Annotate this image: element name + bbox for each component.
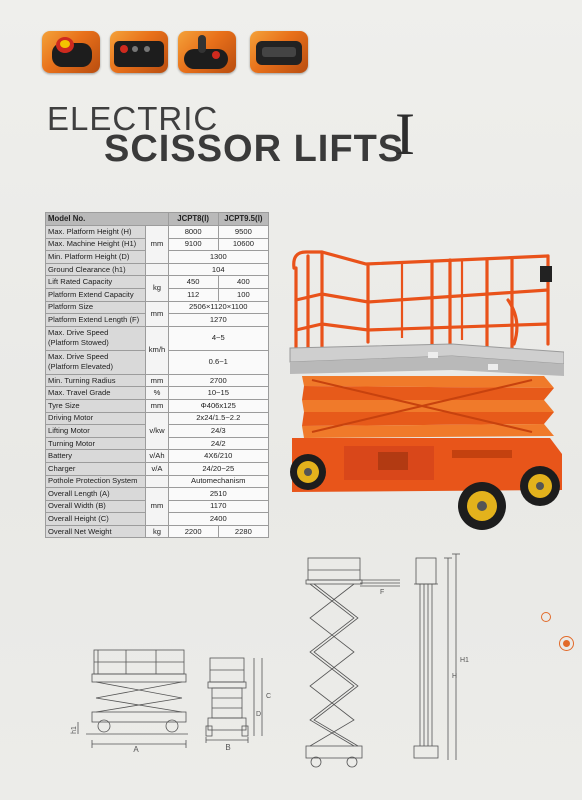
dimension-label-C: C xyxy=(266,693,272,700)
row-value: 10600 xyxy=(218,238,268,251)
row-value: 8000 xyxy=(168,226,218,239)
technical-drawing-extended-view xyxy=(296,550,476,772)
scissor-stack xyxy=(302,376,554,438)
unit-cell: v/kw xyxy=(146,412,168,450)
table-row xyxy=(46,374,269,387)
table-row xyxy=(46,488,269,501)
table-row xyxy=(46,276,269,289)
row-value: 2200 xyxy=(168,525,218,538)
warning-label xyxy=(488,364,498,370)
row-value: Φ406x125 xyxy=(168,399,268,412)
scissor-lift-photo xyxy=(282,240,564,540)
table-row xyxy=(46,399,269,412)
row-label: Platform Size xyxy=(46,301,146,314)
row-value: 2400 xyxy=(168,513,268,526)
table-row xyxy=(46,412,269,425)
row-label: Overall Height (C) xyxy=(46,513,146,526)
dimension-label-h1: h1 xyxy=(71,726,78,734)
row-value: 400 xyxy=(218,276,268,289)
emergency-stop-controller-image xyxy=(42,31,100,73)
row-value: 2506×1120×1100 xyxy=(168,301,268,314)
row-label: Driving Motor xyxy=(46,412,146,425)
unit-cell: v/A xyxy=(146,462,168,475)
row-label: Max. Machine Height (H1) xyxy=(46,238,146,251)
table-row xyxy=(46,450,269,463)
table-row xyxy=(46,387,269,400)
table-row xyxy=(46,326,269,350)
row-label: Platform Extend Length (F) xyxy=(46,314,146,327)
wheel-front-right xyxy=(458,482,506,530)
row-value: 24/20~25 xyxy=(168,462,268,475)
title-series-numeral: I xyxy=(395,101,415,167)
technical-drawing-side-view xyxy=(66,640,192,760)
row-value: 450 xyxy=(168,276,218,289)
title-line-scissor-lifts: SCISSOR LIFTS xyxy=(104,128,405,170)
model-2-header: JCPT9.5(Ⅰ) xyxy=(218,213,268,226)
decorative-ring-small xyxy=(541,612,551,622)
row-value: 4~5 xyxy=(168,326,268,350)
battery-charger-image xyxy=(250,31,308,73)
model-1-header: JCPT8(Ⅰ) xyxy=(168,213,218,226)
row-label: Tyre Size xyxy=(46,399,146,412)
unit-cell: kg xyxy=(146,525,168,538)
row-value: 1270 xyxy=(168,314,268,327)
unit-cell: mm xyxy=(146,399,168,412)
dimension-label-A: A xyxy=(133,745,139,754)
row-label: Battery xyxy=(46,450,146,463)
unit-cell: mm xyxy=(146,301,168,326)
table-row xyxy=(46,301,269,314)
row-label xyxy=(46,350,146,374)
warning-label xyxy=(428,352,438,358)
row-label: Charger xyxy=(46,462,146,475)
joystick-controller-image xyxy=(178,31,236,73)
wheel-rear-right xyxy=(520,466,560,506)
unit-cell: % xyxy=(146,387,168,400)
table-row xyxy=(46,263,269,276)
row-label: Ground Clearance (h1) xyxy=(46,263,146,276)
unit-cell xyxy=(146,263,168,276)
row-label: Overall Width (B) xyxy=(46,500,146,513)
row-value: 2280 xyxy=(218,525,268,538)
row-value: 9100 xyxy=(168,238,218,251)
specification-table xyxy=(45,212,269,538)
row-label-line: Max. Drive Speed xyxy=(48,328,109,338)
row-value: 2x24/1.5~2.2 xyxy=(168,412,268,425)
row-label xyxy=(46,326,146,350)
row-label: Overall Net Weight xyxy=(46,525,146,538)
row-value: 1170 xyxy=(168,500,268,513)
row-label: Overall Length (A) xyxy=(46,488,146,501)
unit-cell: mm xyxy=(146,374,168,387)
row-value: 9500 xyxy=(218,226,268,239)
row-label-line: Max. Drive Speed xyxy=(48,352,109,362)
row-label: Turning Motor xyxy=(46,437,146,450)
row-value: 1300 xyxy=(168,251,268,264)
table-header-row xyxy=(46,213,269,226)
row-value: 0.6~1 xyxy=(168,350,268,374)
row-label: Min. Turning Radius xyxy=(46,374,146,387)
row-value: 2700 xyxy=(168,374,268,387)
guardrail xyxy=(294,252,548,352)
row-label: Min. Platform Height (D) xyxy=(46,251,146,264)
dimension-label-F: F xyxy=(380,589,385,596)
row-label-line: (Platform Stowed) xyxy=(48,338,109,348)
table-row xyxy=(46,475,269,488)
row-label: Max. Platform Height (H) xyxy=(46,226,146,239)
unit-cell xyxy=(146,475,168,488)
unit-cell: mm xyxy=(146,226,168,264)
control-box-image xyxy=(110,31,168,73)
dimension-label-H: H xyxy=(452,673,458,680)
model-no-header: Model No. xyxy=(46,213,169,226)
dimension-label-H1: H1 xyxy=(460,657,469,664)
wheel-front-left xyxy=(290,454,326,490)
row-value: 2510 xyxy=(168,488,268,501)
dimension-label-D: D xyxy=(256,711,262,718)
row-label: Max. Travel Grade xyxy=(46,387,146,400)
unit-cell: mm xyxy=(146,488,168,526)
row-value: 24/3 xyxy=(168,425,268,438)
decorative-ring-large xyxy=(559,636,574,651)
table-row xyxy=(46,525,269,538)
row-value: 112 xyxy=(168,288,218,301)
row-label: Platform Extend Capacity xyxy=(46,288,146,301)
row-value: Automechanism xyxy=(168,475,268,488)
control-box-on-rail xyxy=(540,266,552,282)
table-row xyxy=(46,226,269,239)
table-row xyxy=(46,462,269,475)
row-label: Pothole Protection System xyxy=(46,475,146,488)
row-value: 24/2 xyxy=(168,437,268,450)
row-value: 4X6/210 xyxy=(168,450,268,463)
title-line-electric: ELECTRIC xyxy=(47,100,219,137)
unit-cell: kg xyxy=(146,276,168,301)
row-value: 104 xyxy=(168,263,268,276)
row-label: Lift Rated Capacity xyxy=(46,276,146,289)
row-label-line: (Platform Elevated) xyxy=(48,362,113,372)
row-value: 100 xyxy=(218,288,268,301)
unit-cell: km/h xyxy=(146,326,168,374)
row-label: Lifting Motor xyxy=(46,425,146,438)
row-value: 10~15 xyxy=(168,387,268,400)
unit-cell: v/Ah xyxy=(146,450,168,463)
technical-drawing-front-view xyxy=(202,654,274,758)
dimension-label-B: B xyxy=(225,743,231,752)
